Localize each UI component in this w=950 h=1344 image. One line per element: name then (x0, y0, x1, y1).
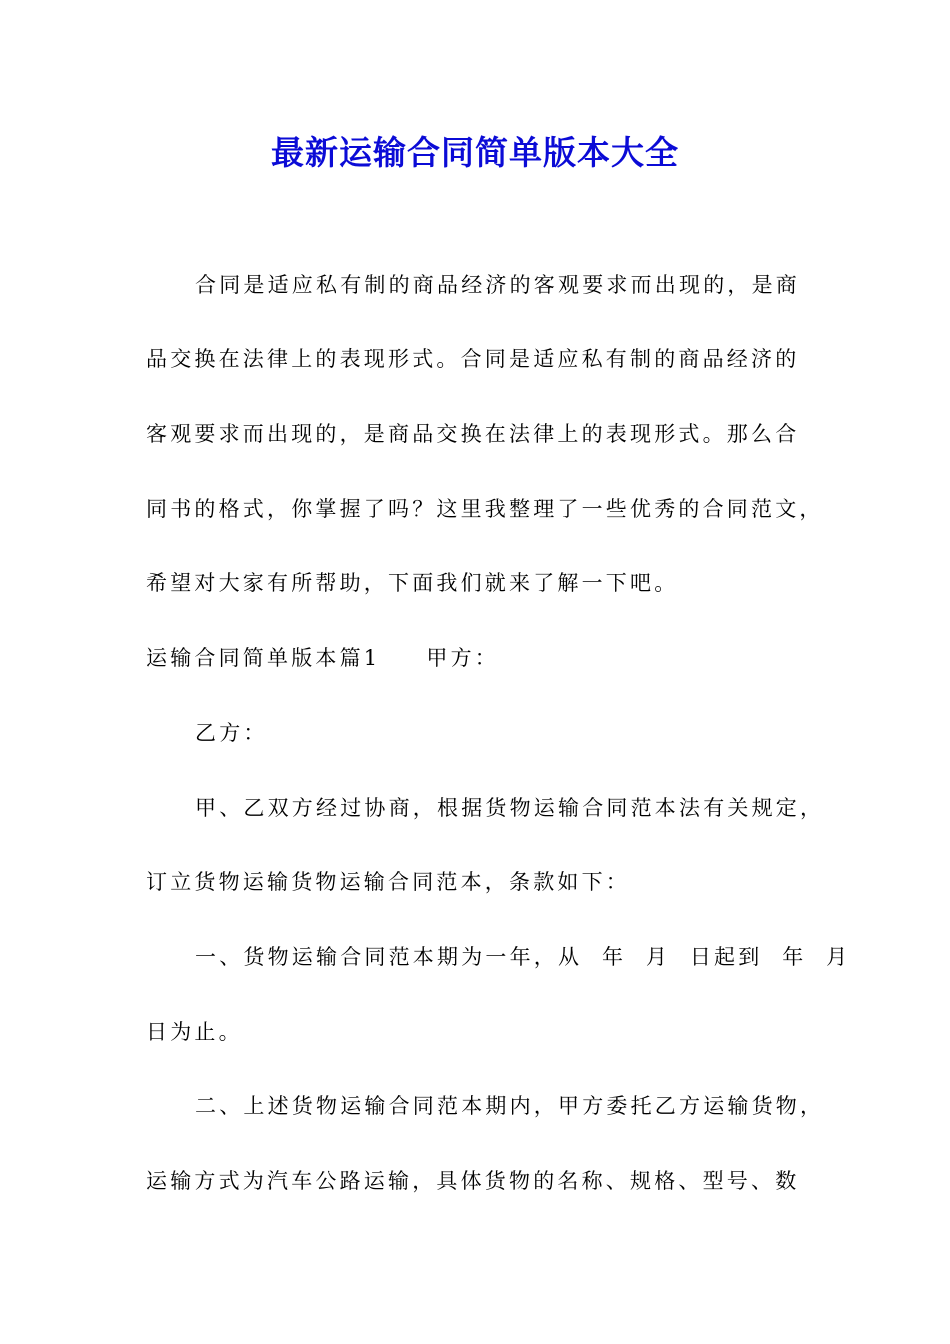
clause-1-line-2: 日为止。 (146, 1020, 243, 1044)
section-heading: 运输合同简单版本篇1 (146, 646, 381, 670)
clause-intro-line-2: 订立货物运输货物运输合同范本，条款如下： (146, 870, 630, 894)
intro-line-2: 品交换在法律上的表现形式。合同是适应私有制的商品经济的 (146, 347, 800, 371)
document-title: 最新运输合同简单版本大全 (271, 133, 679, 172)
section-heading-row (146, 643, 499, 673)
party-a-label: 甲方： (426, 646, 499, 670)
intro-line-3: 客观要求而出现的，是商品交换在法律上的表现形式。那么合 (146, 422, 800, 446)
clause-1-line-1: 一、货物运输合同范本期为一年，从 年 月 日起到 年 月 (195, 945, 851, 969)
intro-line-5: 希望对大家有所帮助，下面我们就来了解一下吧。 (146, 571, 679, 595)
intro-line-4: 同书的格式，你掌握了吗？这里我整理了一些优秀的合同范文， (146, 497, 824, 521)
clause-2-line-2: 运输方式为汽车公路运输，具体货物的名称、规格、型号、数 (146, 1169, 800, 1193)
clause-intro-line-1: 甲、乙双方经过协商，根据货物运输合同范本法有关规定， (195, 796, 825, 820)
intro-line-1: 合同是适应私有制的商品经济的客观要求而出现的，是商 (195, 273, 800, 297)
party-b-label: 乙方： (195, 721, 268, 745)
clause-2-line-1: 二、上述货物运输合同范本期内，甲方委托乙方运输货物， (195, 1094, 825, 1118)
